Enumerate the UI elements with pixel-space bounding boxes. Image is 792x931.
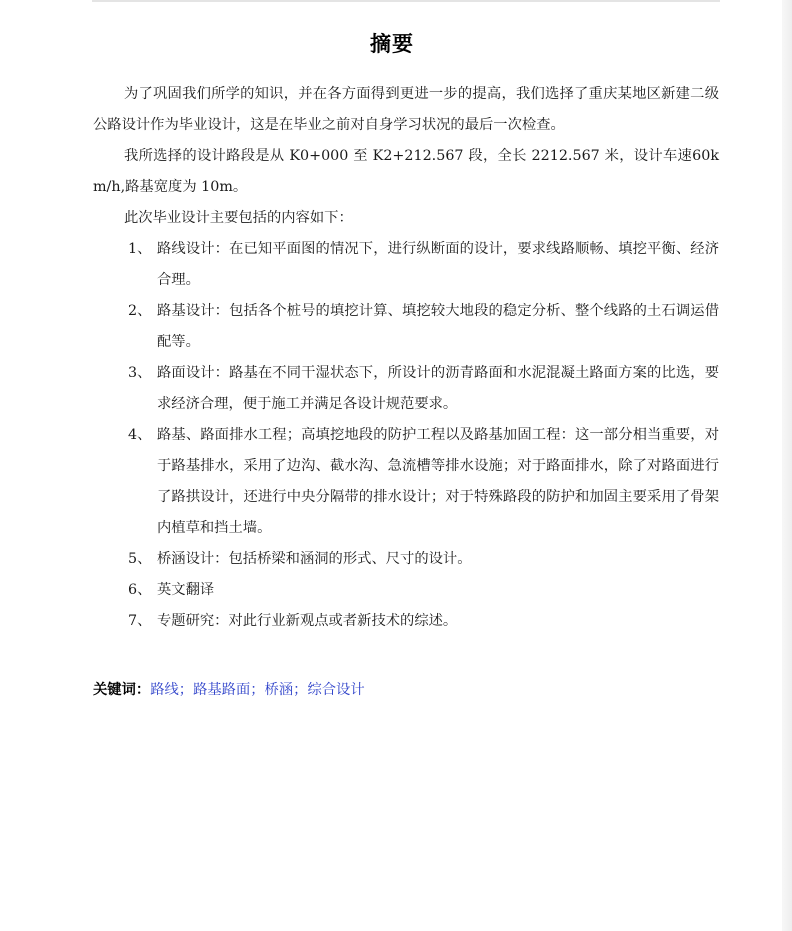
list-item-number: 6、 <box>128 582 152 598</box>
list-item <box>93 606 719 637</box>
list-item <box>93 544 719 575</box>
list-item-text: 路基、路面排水工程；高填挖地段的防护工程以及路基加固工程：这一部分相当重要，对于路基排水，采用了边沟、截水沟、急流槽等排水设施；对于路面排水，除了对路面进行了路拱设计，还进行中央分隔带的排水设计；对于特殊路段的防护和加固主要采用了骨架内植草和挡土墙。 <box>157 427 719 536</box>
list-item-text: 路基设计：包括各个桩号的填挖计算、填挖较大地段的稳定分析、整个线路的土石调运借配等。 <box>157 303 719 350</box>
list-item-text: 桥涵设计：包括桥梁和涵洞的形式、尺寸的设计。 <box>157 551 472 567</box>
list-item <box>93 296 719 358</box>
list-item-text: 路面设计：路基在不同干湿状态下，所设计的沥青路面和水泥混凝土路面方案的比选，要求经济合理，便于施工并满足各设计规范要求。 <box>157 365 719 412</box>
list-item <box>93 420 719 544</box>
keywords-label: 关键词： <box>93 682 151 698</box>
list-item-text: 路线设计：在已知平面图的情况下，进行纵断面的设计，要求线路顺畅、填挖平衡、经济合理。 <box>157 241 719 288</box>
list-item-number: 7、 <box>128 613 152 629</box>
list-item-number: 1、 <box>128 241 152 257</box>
list-item <box>93 575 719 606</box>
keywords-line <box>93 676 365 704</box>
abstract-title: 摘要 <box>370 32 414 56</box>
list-item-text: 专题研究：对此行业新观点或者新技术的综述。 <box>157 613 458 629</box>
list-item-number: 5、 <box>128 551 152 567</box>
list-item-number: 4、 <box>128 427 152 443</box>
abstract-paragraph-2: 我所选择的设计路段是从 K0+000 至 K2+212.567 段，全长 2212.567 米，设计车速60km/h,路基宽度为 10m。 <box>93 148 719 195</box>
list-intro: 此次毕业设计主要包括的内容如下： <box>124 210 353 226</box>
abstract-paragraph-1: 为了巩固我们所学的知识，并在各方面得到更进一步的提高，我们选择了重庆某地区新建二级公路设计作为毕业设计，这是在毕业之前对自身学习状况的最后一次检查。 <box>93 86 719 133</box>
list-item <box>93 358 719 420</box>
list-item-number: 2、 <box>128 303 152 319</box>
list-item <box>93 234 719 296</box>
list-item-number: 3、 <box>128 365 152 381</box>
page-top-rule <box>92 0 720 2</box>
content-list <box>93 234 719 637</box>
list-item-text: 英文翻译 <box>157 582 215 598</box>
keywords-value: 路线；路基路面；桥涵；综合设计 <box>150 682 365 698</box>
abstract-body <box>93 79 719 637</box>
page-edge-shadow <box>782 0 792 931</box>
